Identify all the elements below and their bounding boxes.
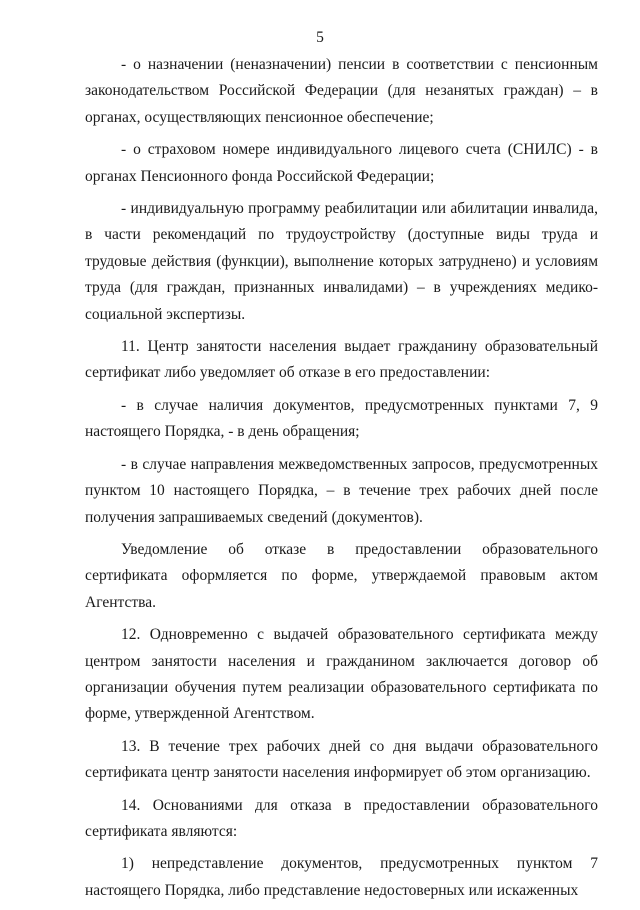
document-body: [85, 52, 598, 910]
paragraph-item-12: 12. Одновременно с выдачей образовательного сертификата между центром занятости населения и гражданином заключается договор об организации обучения путем реализации образовательного сертификата по форме, утвержденной Агентством.: [85, 626, 598, 723]
paragraph-item-14-1: 1) непредставление документов, предусмотренных пунктом 7 настоящего Порядка, либо представление недостоверных или искаженных: [85, 855, 598, 899]
paragraph-pension: - о назначении (неназначении) пенсии в соответствии с пенсионным законодательством Российской Федерации (для незанятых граждан) – в органах, осуществляющих пенсионное обеспечение;: [85, 56, 598, 126]
paragraph-item-11-documents: - в случае наличия документов, предусмотренных пунктами 7, 9 настоящего Порядка, - в день обращения;: [85, 396, 598, 441]
paragraph-item-13: 13. В течение трех рабочих дней со дня выдачи образовательного сертификата центр занятости населения информирует об этом организацию.: [85, 737, 598, 782]
paragraph-item-11: 11. Центр занятости населения выдает гражданину образовательный сертификат либо уведомляет об отказе в его предоставлении:: [85, 338, 598, 382]
paragraph-snils: - о страховом номере индивидуального лицевого счета (СНИЛС) - в органах Пенсионного фонда Российской Федерации;: [85, 141, 598, 185]
paragraph-rehabilitation-program: - индивидуальную программу реабилитации или абилитации инвалида, в части рекомендаций по трудоустройству (доступные виды труда и трудовые действия (функции), выполнение которых затруднено) и условиям труда (для граждан, признанных инвалидами) – в учреждениях медико-социальной экспертизы.: [85, 200, 598, 323]
paragraph-item-11-requests: - в случае направления межведомственных запросов, предусмотренных пунктом 10 настоящего Порядка, – в течение трех рабочих дней после получения запрашиваемых сведений (документов).: [85, 455, 598, 526]
page-number: 5: [316, 29, 324, 46]
paragraph-item-14: 14. Основаниями для отказа в предоставлении образовательного сертификата являются:: [85, 796, 598, 840]
paragraph-refusal-notice: Уведомление об отказе в предоставлении образовательного сертификата оформляется по форме, утверждаемой правовым актом Агентства.: [85, 540, 598, 611]
